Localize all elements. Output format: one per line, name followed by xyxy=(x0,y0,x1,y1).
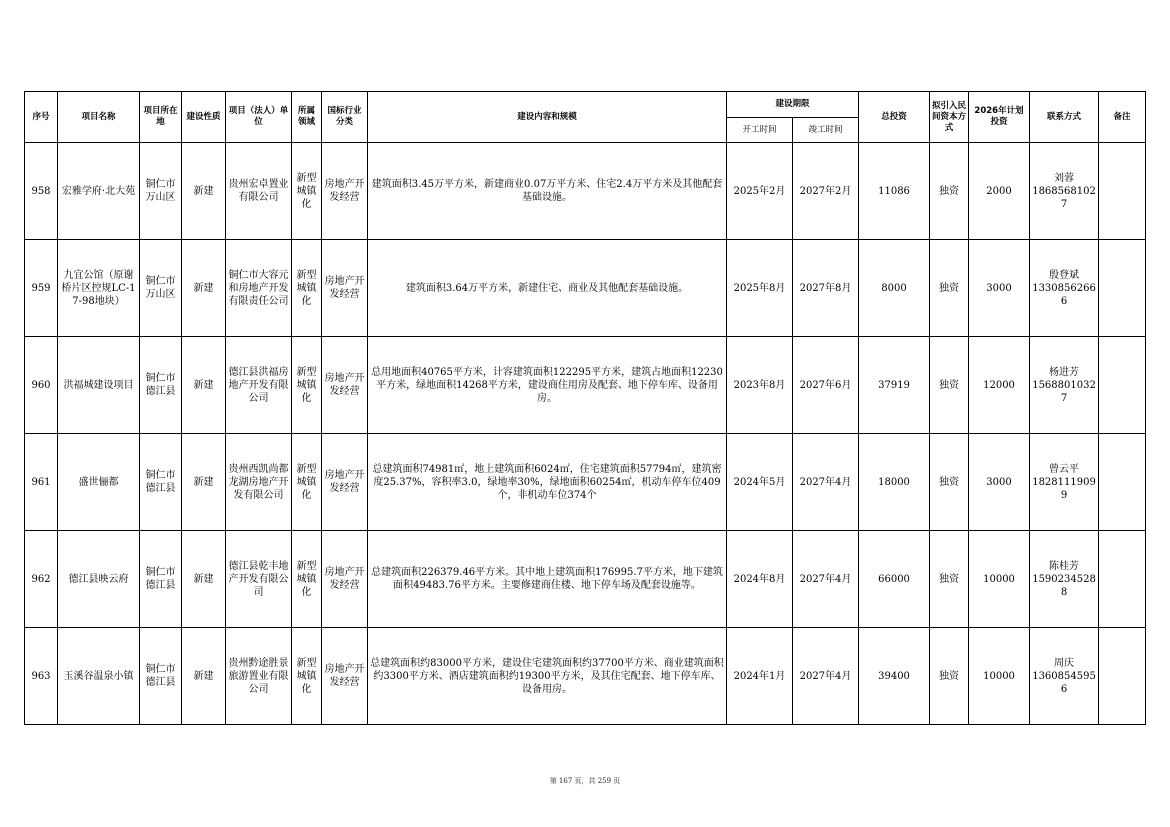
header-plan: 2026年计划投资 xyxy=(969,92,1030,143)
end-cell: 2027年4月 xyxy=(793,531,859,628)
start-cell: 2024年5月 xyxy=(727,434,793,531)
name-cell: 盛世俪都 xyxy=(58,434,140,531)
start-cell: 2024年8月 xyxy=(727,531,793,628)
field-cell: 新型城镇化 xyxy=(292,434,322,531)
seq-cell: 959 xyxy=(25,240,58,337)
remark-cell xyxy=(1099,628,1146,725)
content-cell: 总建筑面积226379.46平方米。其中地上建筑面积176995.7平方米，地下建筑面积49483.76平方米。主要修建商住楼、地下停车场及配套设施等。 xyxy=(368,531,727,628)
contact-cell xyxy=(1030,628,1099,725)
industry-cell: 房地产开发经营 xyxy=(322,628,368,725)
content-cell: 建筑面积3.45万平方米，新建商业0.07万平方米、住宅2.4万平方米及其他配套基础设施。 xyxy=(368,143,727,240)
header-nature: 建设性质 xyxy=(182,92,226,143)
table-row xyxy=(25,240,1146,337)
content-cell: 总建筑面积74981㎡，地上建筑面积6024㎡，住宅建筑面积57794㎡，建筑密度25.37%，容积率3.0，绿地率30%，绿地面积60254㎡，机动车停车位409个，非机动车位374个 xyxy=(368,434,727,531)
contact-cell xyxy=(1030,240,1099,337)
content-cell: 建筑面积3.64万平方米，新建住宅、商业及其他配套基础设施。 xyxy=(368,240,727,337)
unit-cell: 德江县乾丰地产开发有限公司 xyxy=(226,531,292,628)
location-cell: 铜仁市德江县 xyxy=(140,337,182,434)
end-cell: 2027年4月 xyxy=(793,628,859,725)
nature-cell: 新建 xyxy=(182,143,226,240)
seq-cell: 961 xyxy=(25,434,58,531)
nature-cell: 新建 xyxy=(182,434,226,531)
field-cell: 新型城镇化 xyxy=(292,531,322,628)
contact-phone: 18685681027 xyxy=(1032,185,1096,210)
contact-phone: 13608545956 xyxy=(1032,670,1096,695)
capital-cell: 独资 xyxy=(930,240,969,337)
contact-phone: 15902345288 xyxy=(1032,573,1096,598)
capital-cell: 独资 xyxy=(930,628,969,725)
header-period: 建设期限 xyxy=(727,92,859,118)
total-cell: 37919 xyxy=(859,337,930,434)
start-cell: 2023年8月 xyxy=(727,337,793,434)
remark-cell xyxy=(1099,240,1146,337)
end-cell: 2027年6月 xyxy=(793,337,859,434)
header-name: 项目名称 xyxy=(58,92,140,143)
remark-cell xyxy=(1099,531,1146,628)
contact-phone: 15688010327 xyxy=(1032,379,1096,404)
total-cell: 18000 xyxy=(859,434,930,531)
total-cell: 11086 xyxy=(859,143,930,240)
field-cell: 新型城镇化 xyxy=(292,628,322,725)
contact-name: 曾云平 xyxy=(1049,463,1080,475)
start-cell: 2025年8月 xyxy=(727,240,793,337)
plan-cell: 10000 xyxy=(969,628,1030,725)
header-seq: 序号 xyxy=(25,92,58,143)
content-cell: 总用地面积40765平方米，计容建筑面积122295平方米，建筑占地面积12230平方米，绿地面积14268平方米，建设商住用房及配套、地下停车库、设备用房。 xyxy=(368,337,727,434)
header-total: 总投资 xyxy=(859,92,930,143)
project-table xyxy=(24,91,1146,725)
table-row xyxy=(25,531,1146,628)
table-row xyxy=(25,434,1146,531)
field-cell: 新型城镇化 xyxy=(292,143,322,240)
seq-cell: 963 xyxy=(25,628,58,725)
header-remark: 备注 xyxy=(1099,92,1146,143)
contact-name: 陈桂芳 xyxy=(1049,560,1080,572)
table-row xyxy=(25,337,1146,434)
contact-phone: 13308562666 xyxy=(1032,282,1096,307)
industry-cell: 房地产开发经营 xyxy=(322,337,368,434)
contact-cell xyxy=(1030,434,1099,531)
end-cell: 2027年4月 xyxy=(793,434,859,531)
capital-cell: 独资 xyxy=(930,337,969,434)
location-cell: 铜仁市德江县 xyxy=(140,531,182,628)
nature-cell: 新建 xyxy=(182,337,226,434)
industry-cell: 房地产开发经营 xyxy=(322,531,368,628)
seq-cell: 962 xyxy=(25,531,58,628)
location-cell: 铜仁市万山区 xyxy=(140,240,182,337)
capital-cell: 独资 xyxy=(930,531,969,628)
unit-cell: 铜仁市大容元和房地产开发有限责任公司 xyxy=(226,240,292,337)
remark-cell xyxy=(1099,434,1146,531)
contact-cell xyxy=(1030,337,1099,434)
header-industry: 国标行业分类 xyxy=(322,92,368,143)
name-cell: 宏雅学府·北大苑 xyxy=(58,143,140,240)
contact-cell xyxy=(1030,143,1099,240)
unit-cell: 贵州西凯尚都龙湖房地产开发有限公司 xyxy=(226,434,292,531)
header-location: 项目所在地 xyxy=(140,92,182,143)
nature-cell: 新建 xyxy=(182,531,226,628)
plan-cell: 3000 xyxy=(969,240,1030,337)
total-cell: 39400 xyxy=(859,628,930,725)
table-body xyxy=(25,143,1146,725)
header-unit: 项目（法人）单位 xyxy=(226,92,292,143)
header-start: 开工时间 xyxy=(727,118,793,143)
location-cell: 铜仁市德江县 xyxy=(140,628,182,725)
location-cell: 铜仁市德江县 xyxy=(140,434,182,531)
contact-name: 刘蓉 xyxy=(1054,172,1075,184)
nature-cell: 新建 xyxy=(182,628,226,725)
capital-cell: 独资 xyxy=(930,143,969,240)
name-cell: 玉溪谷温泉小镇 xyxy=(58,628,140,725)
plan-cell: 12000 xyxy=(969,337,1030,434)
contact-phone: 18281119099 xyxy=(1032,476,1096,501)
plan-cell: 2000 xyxy=(969,143,1030,240)
total-cell: 66000 xyxy=(859,531,930,628)
header-end: 竣工时间 xyxy=(793,118,859,143)
location-cell: 铜仁市万山区 xyxy=(140,143,182,240)
industry-cell: 房地产开发经营 xyxy=(322,240,368,337)
plan-cell: 3000 xyxy=(969,434,1030,531)
contact-name: 周庆 xyxy=(1054,657,1075,669)
name-cell: 洪福城建设项目 xyxy=(58,337,140,434)
header-capital: 拟引入民间资本方式 xyxy=(930,92,969,143)
field-cell: 新型城镇化 xyxy=(292,240,322,337)
contact-cell xyxy=(1030,531,1099,628)
unit-cell: 贵州宏卓置业有限公司 xyxy=(226,143,292,240)
seq-cell: 960 xyxy=(25,337,58,434)
end-cell: 2027年2月 xyxy=(793,143,859,240)
capital-cell: 独资 xyxy=(930,434,969,531)
nature-cell: 新建 xyxy=(182,240,226,337)
header-content: 建设内容和规模 xyxy=(368,92,727,143)
industry-cell: 房地产开发经营 xyxy=(322,143,368,240)
start-cell: 2025年2月 xyxy=(727,143,793,240)
industry-cell: 房地产开发经营 xyxy=(322,434,368,531)
table-row xyxy=(25,143,1146,240)
field-cell: 新型城镇化 xyxy=(292,337,322,434)
seq-cell: 958 xyxy=(25,143,58,240)
end-cell: 2027年8月 xyxy=(793,240,859,337)
contact-name: 殷登斌 xyxy=(1049,269,1080,281)
content-cell: 总建筑面积约83000平方米，建设住宅建筑面积约37700平方米、商业建筑面积约3300平方米、酒店建筑面积约19300平方米，及其住宅配套、地下停车库、设备用房。 xyxy=(368,628,727,725)
remark-cell xyxy=(1099,337,1146,434)
unit-cell: 德江县洪福房地产开发有限公司 xyxy=(226,337,292,434)
total-cell: 8000 xyxy=(859,240,930,337)
name-cell: 九宜公馆（原谢桥片区控规LC-17-98地块） xyxy=(58,240,140,337)
contact-name: 杨进芳 xyxy=(1049,366,1080,378)
header-row-1 xyxy=(25,92,1146,118)
start-cell: 2024年1月 xyxy=(727,628,793,725)
page-footer: 第 167 页，共 259 页 xyxy=(549,777,621,785)
name-cell: 德江县映云府 xyxy=(58,531,140,628)
plan-cell: 10000 xyxy=(969,531,1030,628)
unit-cell: 贵州黔途胜景旅游置业有限公司 xyxy=(226,628,292,725)
header-contact: 联系方式 xyxy=(1030,92,1099,143)
table-row xyxy=(25,628,1146,725)
header-field: 所属领域 xyxy=(292,92,322,143)
remark-cell xyxy=(1099,143,1146,240)
